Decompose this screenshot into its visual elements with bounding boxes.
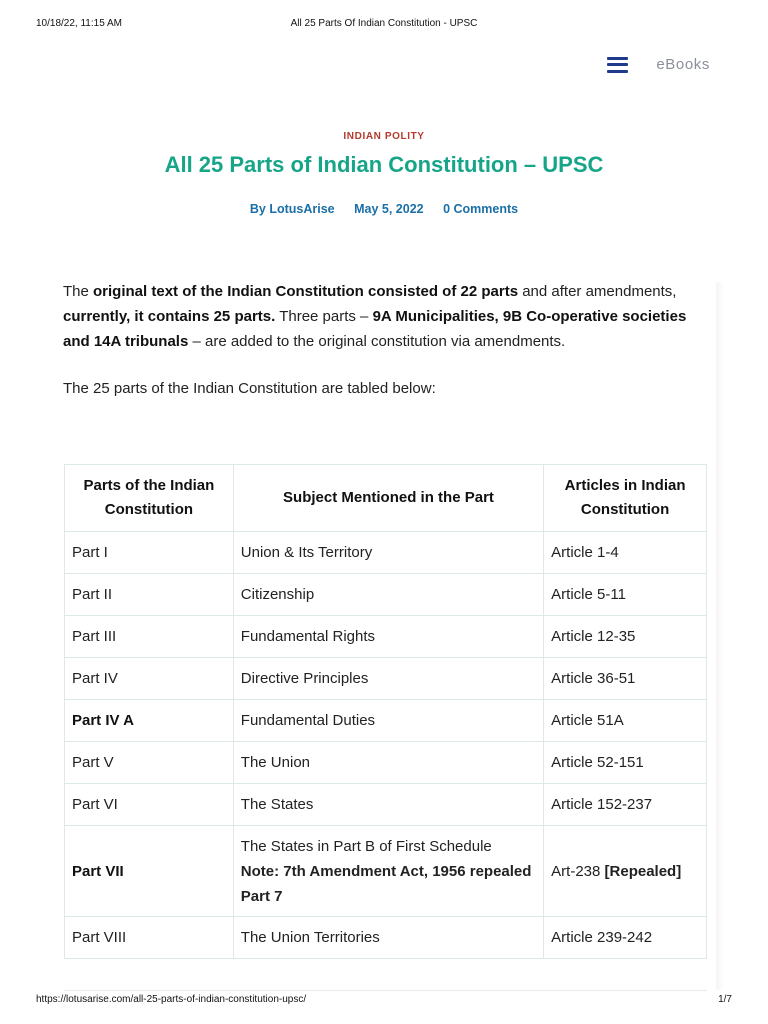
subject-cell: Citizenship	[233, 574, 543, 616]
part-cell: Part I	[65, 532, 234, 574]
intro-bold: currently, it contains 25 parts.	[63, 308, 276, 325]
subject-cell: Fundamental Duties	[233, 700, 543, 742]
column-header: Articles in Indian Constitution	[544, 465, 707, 532]
page-shadow	[716, 282, 724, 990]
post-author[interactable]: By LotusArise	[249, 202, 335, 216]
part-cell: Part VI	[65, 784, 234, 826]
articles-cell: Article 36-51	[544, 658, 707, 700]
subject-cell: The States	[233, 784, 543, 826]
part-cell: Part VII	[65, 826, 234, 917]
intro-text: Three parts –	[275, 308, 373, 325]
ebooks-link[interactable]: eBooks	[656, 56, 710, 73]
table-row	[65, 917, 707, 959]
articles-cell: Article 51A	[544, 700, 707, 742]
post-category[interactable]: INDIAN POLITY	[343, 131, 425, 142]
repeal-note: Note: 7th Amendment Act, 1956 repealed Part 7	[240, 862, 532, 905]
print-page-number: 1/7	[718, 994, 732, 1005]
table-row	[65, 616, 707, 658]
part-cell: Part IV	[65, 658, 234, 700]
print-url: https://lotusarise.com/all-25-parts-of-indian-constitution-upsc/	[36, 994, 307, 1005]
articles-cell: Article 1-4	[544, 532, 707, 574]
table-row	[65, 700, 707, 742]
article-body	[63, 279, 695, 401]
intro-bold: original text of the Indian Constitution consisted of 22 parts	[93, 283, 519, 300]
intro-text: The	[63, 283, 94, 300]
subject-text: The States in Part B of First Schedule	[240, 837, 492, 855]
table-row	[65, 784, 707, 826]
subject-cell	[233, 826, 543, 917]
table-row	[65, 574, 707, 616]
table-intro-paragraph: The 25 parts of the Indian Constitution are tabled below:	[63, 380, 436, 397]
part-cell: Part V	[65, 742, 234, 784]
table-row	[65, 658, 707, 700]
articles-cell: Article 239-242	[544, 917, 707, 959]
subject-cell: Union & Its Territory	[233, 532, 543, 574]
articles-cell: Article 12-35	[544, 616, 707, 658]
articles-cell	[544, 826, 707, 917]
table-row	[65, 532, 707, 574]
print-datetime: 10/18/22, 11:15 AM	[36, 18, 122, 29]
articles-cell: Article 152-237	[544, 784, 707, 826]
repealed-label: [Repealed]	[604, 862, 682, 880]
table-row	[65, 742, 707, 784]
top-nav	[607, 56, 710, 73]
post-date[interactable]: May 5, 2022	[354, 202, 424, 216]
subject-cell: The Union	[233, 742, 543, 784]
post-meta	[0, 202, 768, 216]
articles-text: Art-238	[551, 862, 605, 880]
articles-cell: Article 52-151	[544, 742, 707, 784]
column-header: Subject Mentioned in the Part	[233, 465, 543, 532]
part-cell: Part III	[65, 616, 234, 658]
table-header-row	[65, 465, 707, 532]
intro-text: – are added to the original constitution via amendments.	[188, 333, 566, 350]
post-comments[interactable]: 0 Comments	[443, 202, 519, 216]
print-header	[0, 18, 768, 32]
content-divider	[64, 990, 707, 991]
articles-cell: Article 5-11	[544, 574, 707, 616]
intro-bold: 9A Municipalities, 9B Co-operative societies and 14A tribunals	[63, 308, 687, 350]
part-cell: Part IV A	[65, 700, 234, 742]
table-row	[65, 826, 707, 917]
column-header: Parts of the Indian Constitution	[65, 465, 234, 532]
print-page-title: All 25 Parts Of Indian Constitution - UPSC	[290, 18, 478, 29]
part-cell: Part VIII	[65, 917, 234, 959]
subject-cell: Fundamental Rights	[233, 616, 543, 658]
hamburger-menu-icon[interactable]	[607, 57, 628, 73]
intro-text: and after amendments,	[518, 283, 677, 300]
constitution-parts-table	[64, 464, 707, 959]
subject-cell: Directive Principles	[233, 658, 543, 700]
subject-cell: The Union Territories	[233, 917, 543, 959]
post-title: All 25 Parts of Indian Constitution – UPSC	[164, 152, 604, 177]
part-cell: Part II	[65, 574, 234, 616]
intro-paragraph	[63, 279, 695, 354]
